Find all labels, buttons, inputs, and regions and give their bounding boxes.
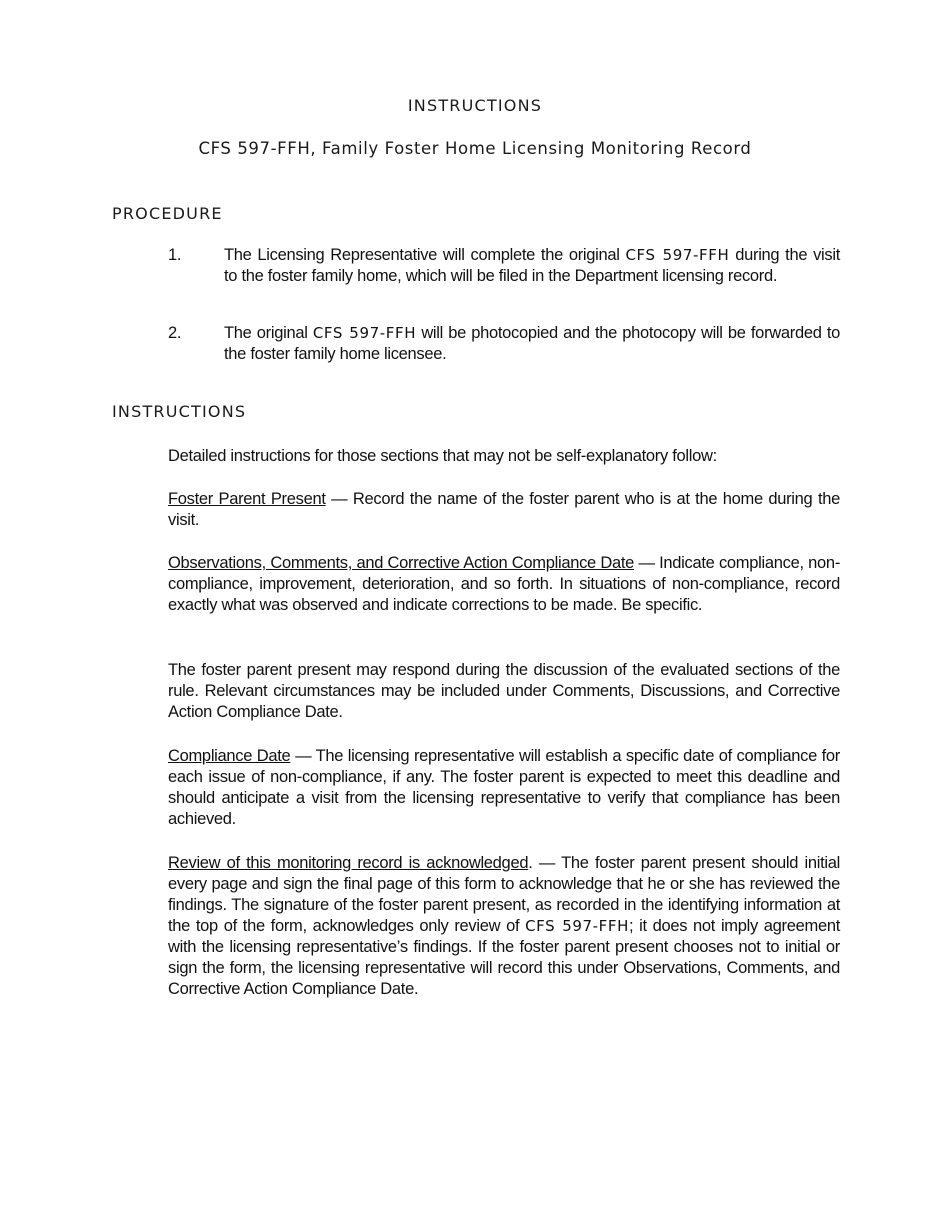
review-term: Review of this monitoring record is acknowledged — [168, 854, 529, 872]
form-code: CFS 597-FFH — [312, 324, 417, 342]
document-subtitle: CFS 597-FFH, Family Foster Home Licensing Monitoring Record — [198, 139, 752, 158]
form-code: CFS 597-FFH — [625, 246, 730, 264]
procedure-item-text — [224, 323, 840, 365]
respond-paragraph: The foster parent present may respond during the discussion of the evaluated sections of the rule. Relevant circumstances may be included under Comments, Discussions, and Corrective Action Compliance Date. — [168, 661, 840, 721]
procedure-heading: PROCEDURE — [112, 204, 223, 223]
compliance-date-paragraph — [168, 746, 840, 830]
review-paragraph — [168, 853, 840, 1000]
procedure-item-number: 2. — [168, 324, 182, 342]
procedure-item-text-part: during the visit to the foster family home, which will be filed in the Department licensing record. — [224, 246, 840, 285]
procedure-item-text-part: The Licensing Representative will complete the original — [224, 246, 626, 264]
procedure-item-text-part: The original — [224, 324, 313, 342]
foster-parent-present-text: — Record the name of the foster parent who is at the home during the visit. — [168, 490, 840, 529]
review-text: ; it does not imply agreement with the licensing representative’s findings. If the foster parent present chooses not to initial or sign the form, the licensing representative will record this under Observations, Comments, and Corrective Action Compliance Date. — [168, 917, 840, 998]
procedure-item-text — [224, 245, 840, 287]
compliance-date-term: Compliance Date — [168, 747, 291, 765]
instructions-heading: INSTRUCTIONS — [112, 402, 247, 421]
document-title: INSTRUCTIONS — [407, 96, 543, 115]
observations-text: — Indicate compliance, non-compliance, improvement, deterioration, and so forth. In situations of non-compliance, record exactly what was observed and indicate corrections to be made. Be specific. — [168, 554, 841, 614]
compliance-date-text: — The licensing representative will establish a specific date of compliance for each issue of non-compliance, if any. The foster parent is expected to meet this deadline and should anticipate a visit from the licensing representative to verify that compliance has been achieved. — [168, 747, 841, 828]
foster-parent-present-paragraph — [168, 489, 840, 531]
review-text: . — The foster parent present should initial every page and sign the final page of this form to acknowledge that he or she has reviewed the findings. The signature of the foster parent present, as recorded in the identifying information at the top of the form, acknowledges only review of — [168, 854, 841, 935]
foster-parent-present-term: Foster Parent Present — [168, 490, 326, 508]
form-code: CFS 597-FFH — [525, 917, 629, 935]
instructions-intro: Detailed instructions for those sections that may not be self-explanatory follow: — [168, 447, 717, 465]
procedure-item-text-part: will be photocopied and the photocopy will be forwarded to the foster family home licensee. — [224, 324, 840, 363]
observations-term: Observations, Comments, and Corrective Action Compliance Date — [168, 554, 635, 572]
observations-paragraph — [168, 553, 840, 616]
procedure-item-number: 1. — [168, 246, 182, 264]
